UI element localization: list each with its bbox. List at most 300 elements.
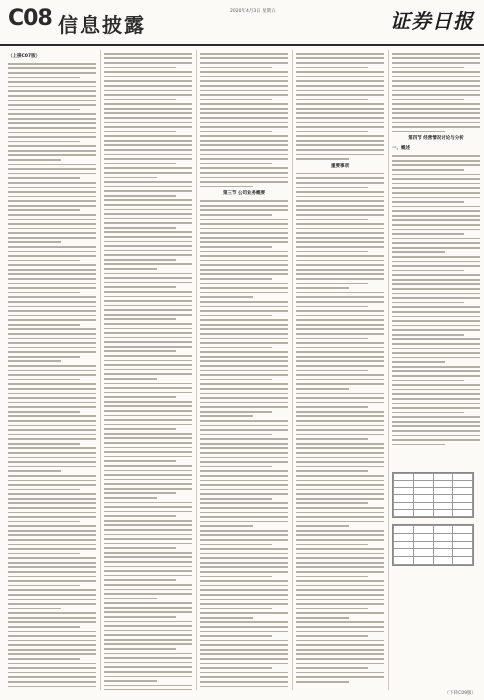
text-line: [296, 237, 384, 239]
text-line: [104, 488, 192, 490]
text-line: [200, 571, 288, 573]
text-line: [200, 214, 272, 216]
text-line: [8, 141, 80, 143]
text-line: [392, 224, 480, 226]
text-line: [296, 635, 368, 637]
text-line: [104, 204, 192, 206]
text-line: [200, 557, 288, 559]
text-line: [8, 429, 96, 431]
column-divider: [292, 50, 293, 690]
text-line: [104, 671, 192, 673]
table-cell: [394, 526, 414, 534]
text-line: [8, 521, 80, 523]
text-line: [392, 164, 480, 166]
text-line: [8, 154, 96, 156]
text-line: [104, 76, 192, 78]
text-line: [8, 580, 96, 582]
text-line: [104, 680, 157, 682]
text-line: [296, 612, 384, 614]
text-line: [296, 425, 384, 427]
text-line: [104, 460, 176, 462]
text-line: [200, 172, 288, 174]
text-line: [392, 160, 480, 162]
text-line: [296, 644, 384, 646]
text-line: [200, 553, 288, 555]
text-line: [8, 100, 96, 102]
section-title: 信息披露: [58, 13, 146, 37]
text-line: [104, 332, 192, 334]
text-line: [296, 576, 368, 578]
text-line: [392, 270, 464, 272]
text-line: [104, 662, 192, 664]
text-line: [296, 324, 384, 326]
text-line: [392, 62, 480, 64]
table-cell: [394, 541, 414, 549]
text-line: [104, 520, 192, 522]
text-line: [392, 316, 480, 318]
text-line: [8, 475, 96, 477]
text-line: [392, 412, 464, 414]
table-cell: [413, 549, 433, 557]
text-line: [104, 122, 192, 124]
text-line: [8, 223, 96, 225]
text-line: [296, 466, 384, 468]
text-line: [296, 71, 384, 73]
text-line: [392, 288, 480, 290]
text-line: [200, 287, 288, 289]
text-line: [296, 429, 384, 431]
text-line: [200, 112, 288, 114]
text-line: [104, 282, 192, 284]
text-line: [200, 475, 288, 477]
text-line: [296, 273, 384, 275]
text-line: [200, 415, 253, 417]
text-line: [104, 103, 192, 105]
text-line: [8, 374, 96, 376]
text-line: [296, 443, 384, 445]
text-line: [8, 370, 96, 372]
text-line: [104, 62, 192, 64]
text-line: [392, 279, 480, 281]
text-line: [296, 62, 384, 64]
text-line: [8, 173, 96, 175]
text-line: [200, 379, 272, 381]
text-line: [104, 378, 157, 380]
text-line: [8, 269, 96, 271]
text-line: [296, 663, 384, 665]
text-line: [8, 296, 96, 298]
text-line: [200, 319, 288, 321]
text-line: [8, 411, 80, 413]
text-line: [296, 516, 384, 518]
text-line: [8, 566, 96, 568]
text-line: [200, 135, 288, 137]
text-line: [296, 306, 368, 308]
text-line: [200, 80, 288, 82]
text-line: [104, 470, 192, 472]
text-line: [8, 502, 96, 504]
text-line: [104, 296, 192, 298]
text-line: [8, 324, 80, 326]
table-cell: [413, 509, 433, 516]
text-line: [8, 626, 80, 628]
text-line: [104, 483, 192, 485]
text-line: [104, 676, 192, 678]
text-line: [8, 612, 96, 614]
text-line: [200, 626, 288, 628]
text-line: [296, 351, 384, 353]
text-line: [392, 306, 480, 308]
text-line: [296, 393, 384, 395]
text-line: [296, 434, 384, 436]
text-line: [104, 616, 176, 618]
text-line: [104, 589, 192, 591]
text-line: [104, 94, 192, 96]
text-line: [104, 648, 176, 650]
text-line: [200, 507, 288, 509]
text-line: [200, 672, 288, 674]
text-line: [296, 621, 384, 623]
text-column-5: [392, 50, 480, 690]
text-line: [104, 140, 192, 142]
text-line: [8, 95, 96, 97]
text-line: [296, 457, 384, 459]
text-line: [8, 498, 96, 500]
text-line: [296, 255, 384, 257]
text-line: [200, 292, 288, 294]
text-line: [200, 374, 288, 376]
text-line: [392, 201, 464, 203]
text-line: [200, 452, 288, 454]
text-line: [200, 76, 288, 78]
text-line: [200, 489, 288, 491]
table-cell: [433, 502, 453, 509]
text-line: [200, 443, 288, 445]
table-cell: [453, 541, 473, 549]
table-cell: [453, 533, 473, 541]
table-cell: [413, 502, 433, 509]
text-line: [8, 200, 96, 202]
text-line: [8, 260, 80, 262]
column-divider: [196, 50, 197, 690]
text-column-4: [296, 50, 384, 690]
text-line: [200, 544, 272, 546]
text-line: [392, 375, 480, 377]
text-line: [104, 561, 192, 563]
text-line: [296, 626, 384, 628]
text-line: [296, 333, 384, 335]
text-line: [8, 145, 96, 147]
text-line: [200, 498, 272, 500]
text-line: [8, 466, 96, 468]
text-line: [392, 126, 480, 128]
column-divider: [100, 50, 101, 690]
text-line: [200, 131, 272, 133]
text-line: [296, 144, 384, 146]
text-line: [392, 329, 480, 331]
text-line: [392, 108, 480, 110]
text-line: [200, 237, 288, 239]
text-line: [296, 219, 368, 221]
text-line: [392, 320, 480, 322]
text-line: [104, 195, 176, 197]
text-line: [8, 264, 96, 266]
text-line: [200, 566, 288, 568]
text-line: [200, 177, 288, 179]
text-line: [8, 534, 96, 536]
text-line: [296, 594, 384, 596]
table-cell: [394, 557, 414, 565]
text-line: [104, 286, 176, 288]
text-line: [296, 191, 384, 193]
table-cell: [413, 526, 433, 534]
table-cell: [453, 526, 473, 534]
text-line: [8, 301, 96, 303]
text-line: [296, 315, 384, 317]
text-line: [296, 544, 368, 546]
text-line: [104, 625, 192, 627]
text-line: [8, 393, 96, 395]
text-line: [8, 315, 96, 317]
text-line: [200, 315, 272, 317]
text-line: [8, 406, 96, 408]
text-line: [392, 67, 464, 69]
text-line: [200, 658, 288, 660]
text-line: [8, 461, 96, 463]
text-line: [296, 112, 384, 114]
text-line: [296, 452, 384, 454]
text-line: [296, 649, 384, 651]
text-line: [392, 229, 480, 231]
text-line: [296, 140, 384, 142]
table-cell: [413, 495, 433, 502]
text-line: [104, 163, 176, 165]
text-line: [296, 154, 384, 156]
text-line: [200, 251, 288, 253]
table-cell: [394, 488, 414, 495]
text-line: [104, 415, 192, 417]
text-line: [104, 643, 192, 645]
text-line: [104, 556, 192, 558]
text-line: [8, 576, 96, 578]
text-line: [200, 447, 288, 449]
text-line: [104, 447, 192, 449]
text-line: [200, 57, 288, 59]
text-line: [296, 209, 384, 211]
table-cell: [453, 549, 473, 557]
text-line: [392, 370, 480, 372]
text-line: [104, 396, 176, 398]
text-line: [8, 109, 80, 111]
text-line: [104, 607, 192, 609]
text-line: [296, 631, 384, 633]
text-line: [200, 246, 272, 248]
text-line: [200, 103, 288, 105]
table-cell: [453, 557, 473, 565]
text-line: [392, 352, 480, 354]
text-line: [104, 277, 192, 279]
text-line: [104, 53, 192, 55]
text-line: [200, 516, 288, 518]
text-column-3: [200, 50, 288, 690]
text-line: [392, 99, 464, 101]
text-line: [296, 328, 384, 330]
text-line: [8, 397, 96, 399]
text-line: [104, 172, 192, 174]
text-line: [200, 461, 288, 463]
text-line: [8, 562, 96, 564]
text-line: [392, 348, 480, 350]
text-line: [8, 196, 96, 198]
text-line: [200, 502, 288, 504]
text-line: [296, 411, 384, 413]
text-line: [8, 493, 96, 495]
text-line: [104, 401, 192, 403]
text-line: [104, 547, 176, 549]
text-line: [8, 351, 96, 353]
text-line: [392, 435, 480, 437]
text-line: [8, 168, 96, 170]
text-line: [104, 254, 192, 256]
text-line: [200, 484, 288, 486]
text-line: [200, 402, 288, 404]
table-cell: [453, 488, 473, 495]
text-line: [200, 521, 288, 523]
text-line: [104, 305, 192, 307]
newspaper-logo: 证券日报: [390, 9, 474, 33]
text-line: [296, 566, 384, 568]
text-line: [104, 570, 192, 572]
table-cell: [394, 509, 414, 516]
text-line: [296, 131, 368, 133]
text-line: [200, 530, 288, 532]
text-line: [8, 530, 96, 532]
text-line: [8, 219, 96, 221]
text-line: [200, 219, 288, 221]
text-line: [200, 686, 288, 688]
text-line: [8, 246, 96, 248]
text-line: [296, 241, 384, 243]
text-line: [200, 676, 288, 678]
table-cell: [433, 557, 453, 565]
text-line: [296, 525, 349, 527]
table-cell: [433, 533, 453, 541]
table-cell: [394, 549, 414, 557]
table-cell: [413, 488, 433, 495]
table-cell: [433, 474, 453, 481]
text-line: [104, 67, 176, 69]
text-line: [200, 269, 288, 271]
text-line: [104, 263, 192, 265]
text-line: [104, 538, 192, 540]
text-line: [296, 502, 368, 504]
text-line: [8, 452, 96, 454]
table-cell: [453, 481, 473, 488]
text-line: [200, 94, 288, 96]
text-line: [8, 594, 96, 596]
text-line: [200, 255, 288, 257]
text-line: [392, 398, 480, 400]
text-line: [8, 205, 96, 207]
text-line: [200, 539, 288, 541]
text-line: [8, 338, 96, 340]
text-line: [392, 261, 480, 263]
text-line: [104, 218, 192, 220]
section-heading: 一、概述: [392, 146, 410, 152]
text-line: [200, 457, 288, 459]
text-line: [104, 593, 192, 595]
text-line: [104, 502, 192, 504]
text-line: [296, 319, 384, 321]
text-line: [104, 369, 192, 371]
table-cell: [394, 502, 414, 509]
text-line: [8, 402, 96, 404]
text-line: [104, 666, 192, 668]
text-line: [104, 598, 157, 600]
text-line: [392, 361, 445, 363]
text-line: [296, 512, 384, 514]
masthead: [0, 0, 484, 46]
text-line: [8, 571, 96, 573]
text-line: [296, 177, 384, 179]
text-line: [296, 379, 384, 381]
text-line: [8, 557, 96, 559]
text-line: [104, 630, 192, 632]
text-line: [392, 274, 480, 276]
table-cell: [413, 541, 433, 549]
text-line: [296, 85, 384, 87]
text-line: [296, 667, 368, 669]
text-line: [8, 232, 96, 234]
table-cell: [433, 549, 453, 557]
text-line: [296, 90, 384, 92]
text-line: [8, 113, 96, 115]
text-line: [200, 576, 272, 578]
text-line: [8, 310, 96, 312]
text-line: [392, 117, 480, 119]
text-line: [8, 356, 80, 358]
text-line: [200, 296, 253, 298]
text-line: [8, 653, 96, 655]
text-line: [200, 167, 288, 169]
text-line: [8, 287, 96, 289]
text-line: [104, 337, 192, 339]
text-line: [8, 278, 96, 280]
text-line: [104, 177, 157, 179]
text-line: [8, 489, 80, 491]
text-line: [104, 511, 192, 513]
text-line: [296, 484, 384, 486]
text-line: [104, 154, 192, 156]
text-line: [104, 209, 192, 211]
text-line: [104, 167, 192, 169]
text-line: [296, 149, 384, 151]
text-line: [392, 90, 480, 92]
text-line: [392, 57, 480, 59]
text-line: [296, 608, 368, 610]
text-line: [104, 80, 192, 82]
text-line: [200, 328, 288, 330]
text-line: [104, 373, 192, 375]
text-line: [296, 493, 384, 495]
text-line: [104, 250, 192, 252]
text-line: [8, 640, 96, 642]
text-line: [200, 466, 272, 468]
text-line: [296, 475, 384, 477]
text-line: [8, 283, 96, 285]
text-line: [296, 338, 368, 340]
text-line: [200, 663, 288, 665]
